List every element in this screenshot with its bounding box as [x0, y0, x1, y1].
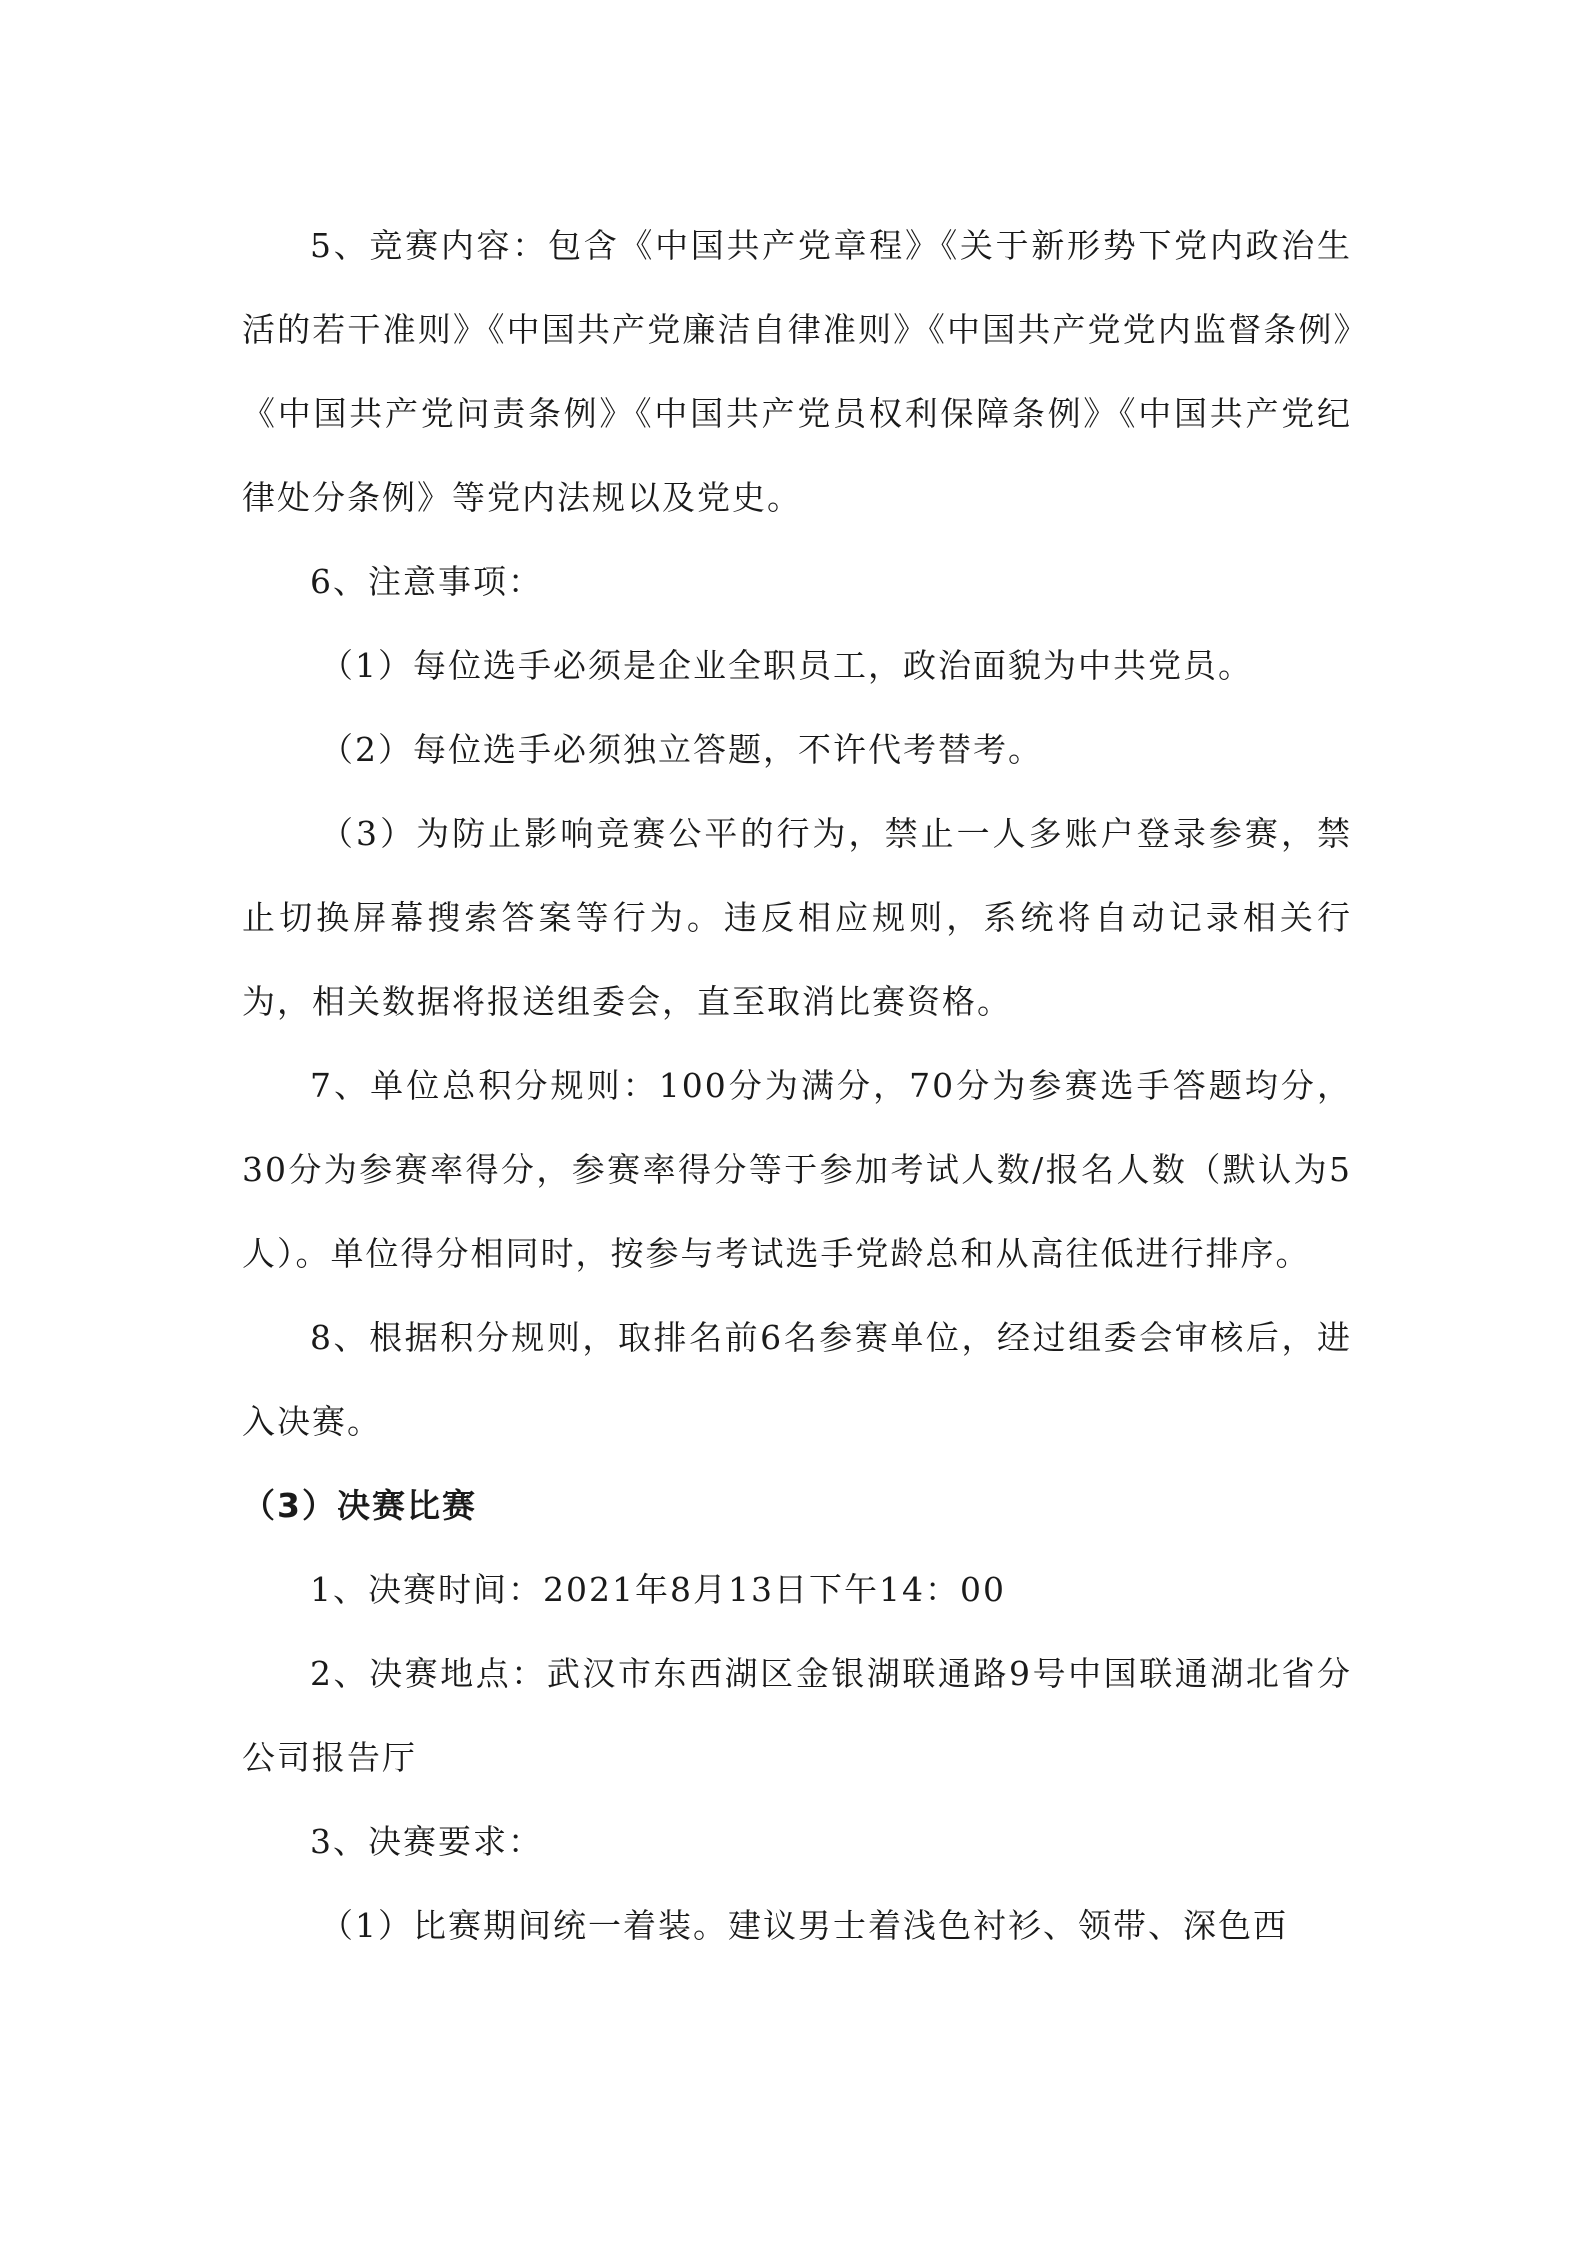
paragraph-final-location: 2、决赛地点：武汉市东西湖区金银湖联通路9号中国联通湖北省分公司报告厅	[242, 1654, 1352, 1777]
paragraph-note-1: （1）每位选手必须是企业全职员工，政治面貌为中共党员。	[320, 646, 1253, 685]
document-body	[242, 204, 1352, 1968]
paragraph-competition-content: 5、竞赛内容：包含《中国共产党章程》《关于新形势下党内政治生活的若干准则》《中国共产党廉洁自律准则》《中国共产党党内监督条例》《中国共产党问责条例》《中国共产党员权利保障条例》《中国共产党纪律处分条例》等党内法规以及党史。	[242, 226, 1352, 517]
section-heading-final: （3）决赛比赛	[242, 1486, 477, 1525]
paragraph-ranking-rule: 8、根据积分规则，取排名前6名参赛单位，经过组委会审核后，进入决赛。	[242, 1318, 1352, 1441]
paragraph-final-requirement-1: （1）比赛期间统一着装。建议男士着浅色衬衫、领带、深色西	[320, 1906, 1288, 1945]
paragraph-scoring-rules: 7、单位总积分规则：100分为满分，70分为参赛选手答题均分，30分为参赛率得分，参赛率得分等于参加考试人数/报名人数（默认为5人）。单位得分相同时，按参与考试选手党龄总和从高往低进行排序。	[242, 1066, 1352, 1273]
paragraph-final-requirements-heading: 3、决赛要求：	[310, 1822, 543, 1861]
paragraph-note-3: （3）为防止影响竞赛公平的行为，禁止一人多账户登录参赛，禁止切换屏幕搜索答案等行为。违反相应规则，系统将自动记录相关行为，相关数据将报送组委会，直至取消比赛资格。	[242, 814, 1352, 1021]
paragraph-note-2: （2）每位选手必须独立答题，不许代考替考。	[320, 730, 1043, 769]
paragraph-notes-heading: 6、注意事项：	[310, 562, 543, 601]
paragraph-final-time: 1、决赛时间：2021年8月13日下午14：00	[310, 1570, 1006, 1609]
